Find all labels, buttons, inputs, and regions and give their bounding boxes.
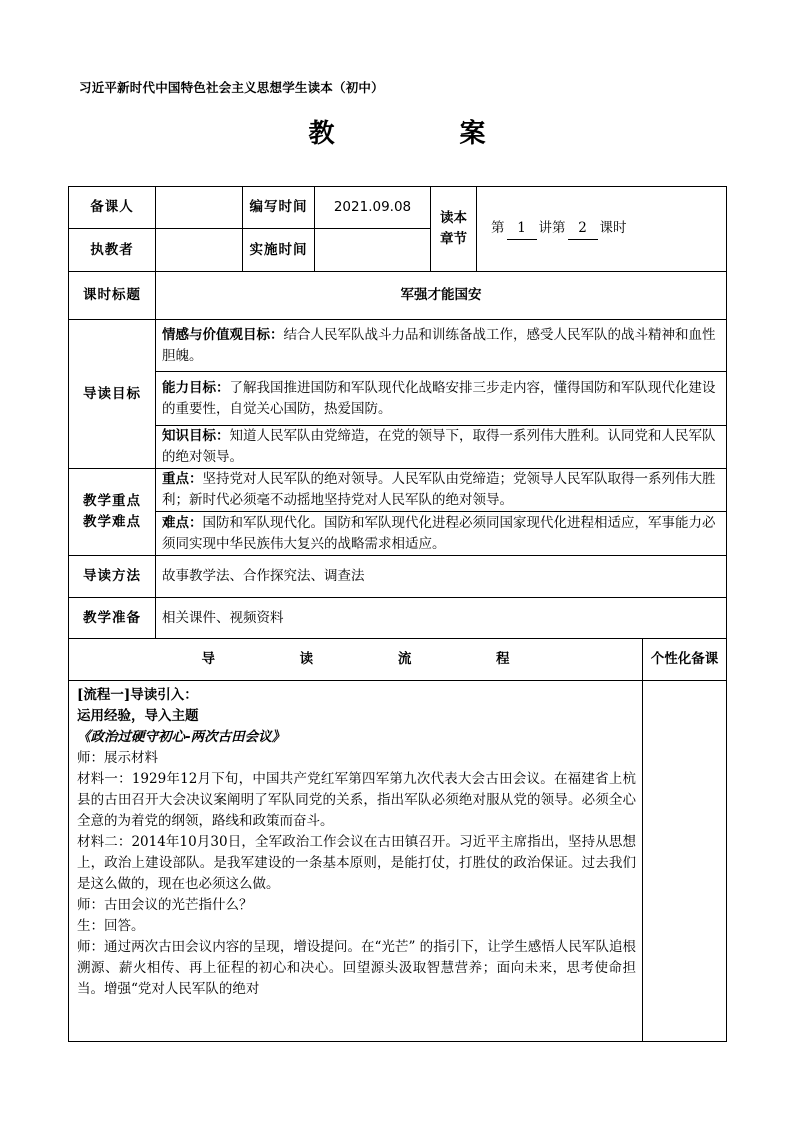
page-title: 教 案 — [308, 119, 544, 149]
objective-emotion: 情感与价值观目标：结合人民军队战斗力品和训练备战工作，感受人民军队的战斗精神和血性胆魄。 — [156, 320, 727, 372]
label-key-difficult: 教学重点 教学难点 — [69, 469, 156, 556]
lesson-plan-table — [68, 186, 727, 1042]
label-preparation: 教学准备 — [69, 598, 156, 639]
label-impl-time: 实施时间 — [243, 229, 315, 272]
objective-ability: 能力目标：了解我国推进国防和军队现代化战略安排三步走内容，懂得国防和军队现代化建设的重要性，自觉关心国防，热爱国防。 — [156, 372, 727, 426]
value-written-date: 2021.09.08 — [315, 187, 431, 229]
label-lesson-title: 课时标题 — [69, 272, 156, 320]
process-content — [69, 681, 643, 1042]
value-teacher — [156, 229, 243, 272]
process-student: 生：回答。 — [77, 918, 145, 934]
label-method: 导读方法 — [69, 556, 156, 598]
difficult-points: 难点：国防和军队现代化。国防和军队现代化进程必须同国家现代化进程相适应，军事能力必须同实现中华民族伟大复兴的战略需求相适应。 — [156, 512, 727, 556]
process-line: 师：展示材料 — [77, 750, 158, 766]
value-method: 故事教学法、合作探究法、调查法 — [156, 556, 727, 598]
value-preparer — [156, 187, 243, 229]
value-chapter: 第 1 讲第 2 课时 — [477, 187, 727, 272]
key-points: 重点：坚持党对人民军队的绝对领导。人民军队由党缔造；党领导人民军队取得一系列伟大胜利；新时代必须毫不动摇地坚持党对人民军队的绝对领导。 — [156, 469, 727, 512]
process-teacher: 师：通过两次古田会议内容的呈现，增设提问。在“光芒” 的指引下，让学生感悟人民军队追根溯源、薪火相传、再上征程的初心和决心。回望源头汲取智慧营养；面向未来，思考使命担当。增强“党对人民军队的绝对 — [77, 939, 636, 997]
process-material-1: 材料一：1929年12月下旬，中国共产党红军第四军第九次代表大会古田会议。在福建省上杭县的古田召开大会决议案阐明了军队同党的关系，指出军队必须绝对服从党的领导。必须全心全意的为着党的纲领，路线和政策而奋斗。 — [77, 771, 636, 829]
label-written-time: 编写时间 — [243, 187, 315, 229]
value-lesson-title: 军强才能国安 — [156, 272, 727, 320]
process-step: [流程一]导读引入： — [77, 687, 198, 703]
value-preparation: 相关课件、视频资料 — [156, 598, 727, 639]
process-subtitle: 运用经验，导入主题 — [77, 708, 199, 724]
label-preparer: 备课人 — [69, 187, 156, 229]
process-question: 师：古田会议的光芒指什么？ — [77, 897, 253, 913]
process-material-2: 材料二：2014年10月30日，全军政治工作会议在古田镇召开。习近平主席指出，坚持从思想上，政治上建设部队。是我军建设的一条基本原则，是能打仗，打胜仗的政治保证。过去我们是这么做的，现在也必须这么做。 — [77, 834, 636, 892]
process-book-title: 《政治过硬守初心-两次古田会议》 — [77, 729, 286, 745]
label-chapter: 读本章节 — [431, 187, 477, 272]
document-header: 习近平新时代中国特色社会主义思想学生读本（初中） — [79, 80, 384, 95]
label-personal: 个性化备课 — [643, 639, 727, 681]
personal-notes — [643, 681, 727, 1042]
value-impl-time — [315, 229, 431, 272]
objective-knowledge: 知识目标：知道人民军队由党缔造，在党的领导下，取得一系列伟大胜利。认同党和人民军队的绝对领导。 — [156, 426, 727, 469]
label-objectives: 导读目标 — [69, 320, 156, 469]
label-teacher: 执教者 — [69, 229, 156, 272]
label-flow: 导 读 流 程 — [69, 639, 643, 681]
